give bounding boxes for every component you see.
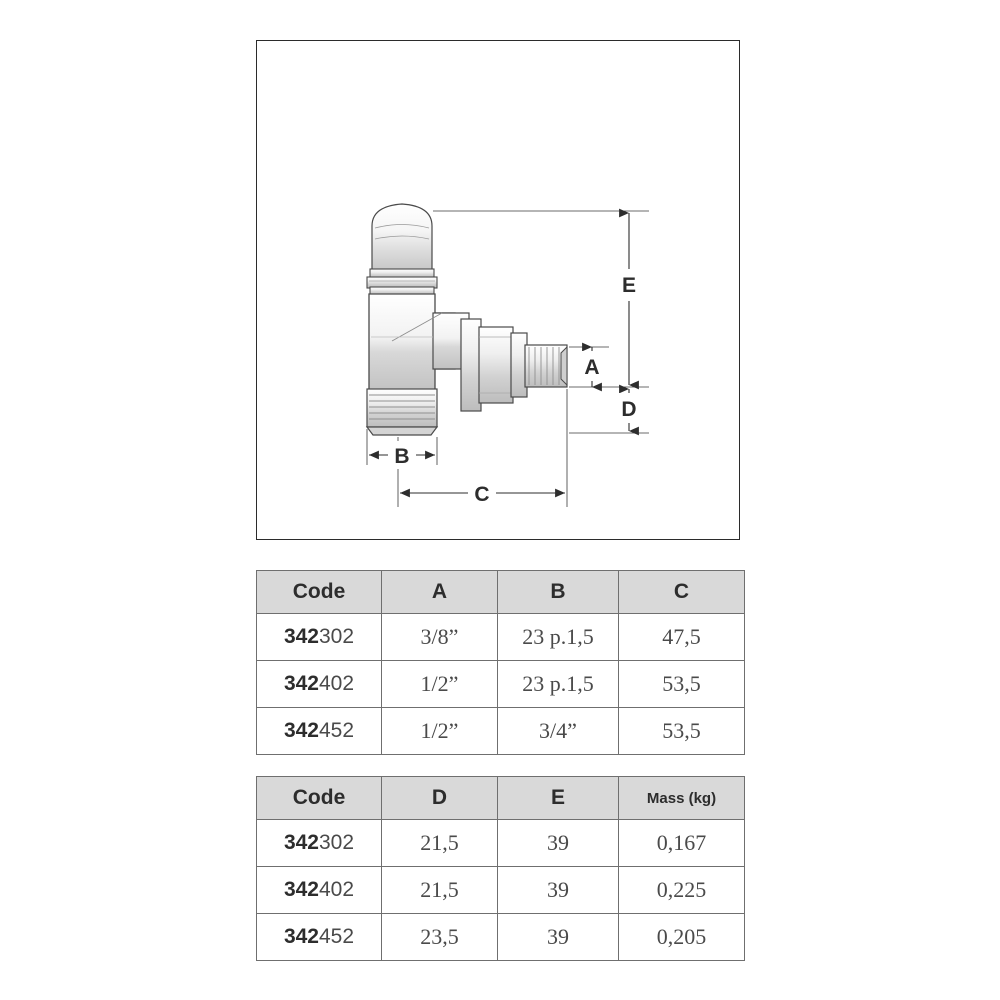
cell-b: 23 p.1,5 — [498, 661, 619, 708]
table-header-row — [257, 571, 745, 614]
table-row — [257, 708, 745, 755]
column-header-mass: Mass (kg) — [619, 777, 745, 820]
valve-technical-drawing — [257, 41, 739, 539]
dimensions-table-de — [256, 776, 745, 961]
valve-cap — [367, 204, 437, 295]
cell-code: 342452 — [257, 914, 382, 961]
cell-e: 39 — [498, 914, 619, 961]
union-nut — [461, 319, 527, 411]
cell-c: 47,5 — [619, 614, 745, 661]
table-row — [257, 867, 745, 914]
table-row — [257, 661, 745, 708]
cell-code: 342302 — [257, 614, 382, 661]
column-header-d: D — [382, 777, 498, 820]
dim-label-c: C — [474, 483, 490, 506]
cell-b: 23 p.1,5 — [498, 614, 619, 661]
cell-code: 342452 — [257, 708, 382, 755]
cell-e: 39 — [498, 820, 619, 867]
dim-label-d: D — [621, 398, 637, 421]
column-header-c: C — [619, 571, 745, 614]
cell-c: 53,5 — [619, 708, 745, 755]
cell-d: 21,5 — [382, 867, 498, 914]
valve-illustration — [367, 204, 649, 507]
cell-code: 342402 — [257, 867, 382, 914]
column-header-code: Code — [257, 571, 382, 614]
table-header-row — [257, 777, 745, 820]
drawing-panel — [256, 40, 740, 540]
table-row — [257, 614, 745, 661]
dim-label-a: A — [584, 356, 600, 379]
dimension-c — [400, 479, 565, 507]
valve-body — [367, 294, 469, 435]
column-header-code: Code — [257, 777, 382, 820]
cell-a: 3/8” — [382, 614, 498, 661]
dim-label-b: B — [394, 445, 410, 468]
cell-b: 3/4” — [498, 708, 619, 755]
cell-d: 21,5 — [382, 820, 498, 867]
cell-mass: 0,205 — [619, 914, 745, 961]
cell-code: 342402 — [257, 661, 382, 708]
cell-d: 23,5 — [382, 914, 498, 961]
cell-a: 1/2” — [382, 708, 498, 755]
column-header-a: A — [382, 571, 498, 614]
table-row — [257, 820, 745, 867]
cell-e: 39 — [498, 867, 619, 914]
outlet-male-thread — [525, 345, 567, 387]
dimension-d — [615, 389, 643, 431]
dimension-e — [615, 213, 643, 385]
dimensions-table-abc — [256, 570, 745, 755]
column-header-b: B — [498, 571, 619, 614]
dimension-b — [369, 441, 435, 469]
table-row — [257, 914, 745, 961]
cell-code: 342302 — [257, 820, 382, 867]
cell-mass: 0,225 — [619, 867, 745, 914]
column-header-e: E — [498, 777, 619, 820]
dimension-a — [579, 347, 605, 387]
cell-mass: 0,167 — [619, 820, 745, 867]
cell-a: 1/2” — [382, 661, 498, 708]
dim-label-e: E — [621, 274, 637, 297]
cell-c: 53,5 — [619, 661, 745, 708]
